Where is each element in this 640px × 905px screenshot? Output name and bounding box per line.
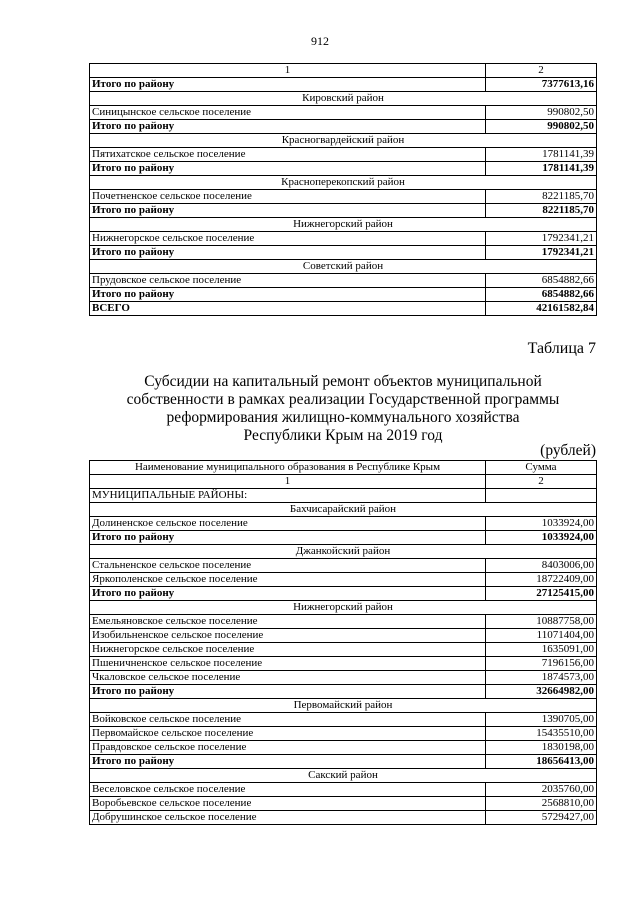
row-name: Прудовское сельское поселение [90,274,486,288]
row-name: Войковское сельское поселение [90,713,486,727]
row-value: 1792341,21 [486,246,597,260]
row-value: 7377613,16 [486,78,597,92]
district-name: Нижнегорский район [90,218,597,232]
district-header-row [90,260,597,274]
row-value: 5729427,00 [486,811,597,825]
unit-label: (рублей) [540,442,596,459]
title-line: реформирования жилищно-коммунального хозяйства [166,409,520,426]
total-row [90,120,597,134]
table-title [90,373,596,445]
table-row [90,727,597,741]
header-row [90,461,597,475]
row-value: 10887758,00 [486,615,597,629]
row-value: 11071404,00 [486,629,597,643]
row-value: 1830198,00 [486,741,597,755]
title-line: собственности в рамках реализации Государственной программы [126,391,560,408]
row-name: Чкаловское сельское поселение [90,671,486,685]
district-name: Красноперекопский район [90,176,597,190]
total-row [90,78,597,92]
row-value: 1792341,21 [486,232,597,246]
row-name: Веселовское сельское поселение [90,783,486,797]
row-name: Итого по району [90,162,486,176]
district-name: Первомайский район [90,699,597,713]
row-value: 15435510,00 [486,727,597,741]
column-number: 1 [90,64,486,78]
row-value: 1874573,00 [486,671,597,685]
table-row [90,274,597,288]
column-number-row [90,64,597,78]
table-row [90,232,597,246]
column-number: 1 [90,475,486,489]
table-row [90,615,597,629]
row-value: 18656413,00 [486,755,597,769]
table-row [90,671,597,685]
district-header-row [90,601,597,615]
column-number-row [90,475,597,489]
row-value: 1781141,39 [486,148,597,162]
row-value: 8221185,70 [486,190,597,204]
row-name: Пшеничненское сельское поселение [90,657,486,671]
row-name: Синицынское сельское поселение [90,106,486,120]
total-row [90,531,597,545]
row-value: 990802,50 [486,106,597,120]
row-name: Пятихатское сельское поселение [90,148,486,162]
table-row [90,643,597,657]
district-header-row [90,176,597,190]
row-name: Итого по району [90,531,486,545]
district-header-row [90,92,597,106]
table-row [90,783,597,797]
row-value: 42161582,84 [486,302,597,316]
total-row [90,288,597,302]
row-name: Воробьевское сельское поселение [90,797,486,811]
row-name: Долиненское сельское поселение [90,517,486,531]
total-row [90,685,597,699]
district-header-row [90,545,597,559]
table-row [90,629,597,643]
table-label: Таблица 7 [527,340,596,357]
table-row [90,559,597,573]
row-value: 8403006,00 [486,559,597,573]
district-name: Сакский район [90,769,597,783]
column-number: 2 [486,475,597,489]
header-cell-name: Наименование муниципального образования в Республике Крым [90,461,486,475]
district-name: Джанкойский район [90,545,597,559]
row-name: МУНИЦИПАЛЬНЫЕ РАЙОНЫ: [90,489,486,503]
district-name: Нижнегорский район [90,601,597,615]
district-name: Красногвардейский район [90,134,597,148]
table-row [90,517,597,531]
row-name: Яркополенское сельское поселение [90,573,486,587]
subsidy-table-7 [89,460,597,825]
column-number: 2 [486,64,597,78]
row-name: Итого по району [90,246,486,260]
row-name: Первомайское сельское поселение [90,727,486,741]
total-row [90,246,597,260]
page-number: 912 [311,34,329,48]
table-row [90,573,597,587]
table-row [90,713,597,727]
row-value: 1390705,00 [486,713,597,727]
district-header-row [90,769,597,783]
total-row [90,162,597,176]
row-name: Итого по району [90,120,486,134]
row-name: Почетненское сельское поселение [90,190,486,204]
row-name: Нижнегорское сельское поселение [90,643,486,657]
row-value: 32664982,00 [486,685,597,699]
row-value: 27125415,00 [486,587,597,601]
row-name: Правдовское сельское поселение [90,741,486,755]
row-name: Емельяновское сельское поселение [90,615,486,629]
title-line: Республики Крым на 2019 год [243,427,443,444]
table-row [90,148,597,162]
row-value [486,489,597,503]
row-name: Итого по району [90,78,486,92]
row-name: Итого по району [90,685,486,699]
row-name: Итого по району [90,288,486,302]
row-name: Изобильненское сельское поселение [90,629,486,643]
district-header-row [90,699,597,713]
table2-body [90,461,597,825]
section-row [90,489,597,503]
table1-body [90,64,597,316]
row-name: Итого по району [90,587,486,601]
row-name: ВСЕГО [90,302,486,316]
total-row [90,587,597,601]
row-value: 990802,50 [486,120,597,134]
total-row [90,302,597,316]
table-row [90,657,597,671]
district-name: Советский район [90,260,597,274]
district-header-row [90,134,597,148]
table-row [90,106,597,120]
district-header-row [90,503,597,517]
row-value: 8221185,70 [486,204,597,218]
table-row [90,811,597,825]
row-name: Нижнегорское сельское поселение [90,232,486,246]
row-value: 6854882,66 [486,274,597,288]
table-row [90,797,597,811]
row-value: 1635091,00 [486,643,597,657]
row-value: 1033924,00 [486,517,597,531]
subsidy-table-continued [89,63,597,316]
district-header-row [90,218,597,232]
row-name: Итого по району [90,755,486,769]
row-value: 1033924,00 [486,531,597,545]
row-name: Стальненское сельское поселение [90,559,486,573]
district-name: Кировский район [90,92,597,106]
row-value: 2568810,00 [486,797,597,811]
title-line: Субсидии на капитальный ремонт объектов муниципальной [144,373,542,390]
row-value: 18722409,00 [486,573,597,587]
district-name: Бахчисарайский район [90,503,597,517]
total-row [90,204,597,218]
row-value: 2035760,00 [486,783,597,797]
header-cell-sum: Сумма [486,461,597,475]
row-value: 7196156,00 [486,657,597,671]
row-name: Итого по району [90,204,486,218]
row-value: 6854882,66 [486,288,597,302]
row-value: 1781141,39 [486,162,597,176]
total-row [90,755,597,769]
row-name: Добрушинское сельское поселение [90,811,486,825]
table-row [90,741,597,755]
table-row [90,190,597,204]
